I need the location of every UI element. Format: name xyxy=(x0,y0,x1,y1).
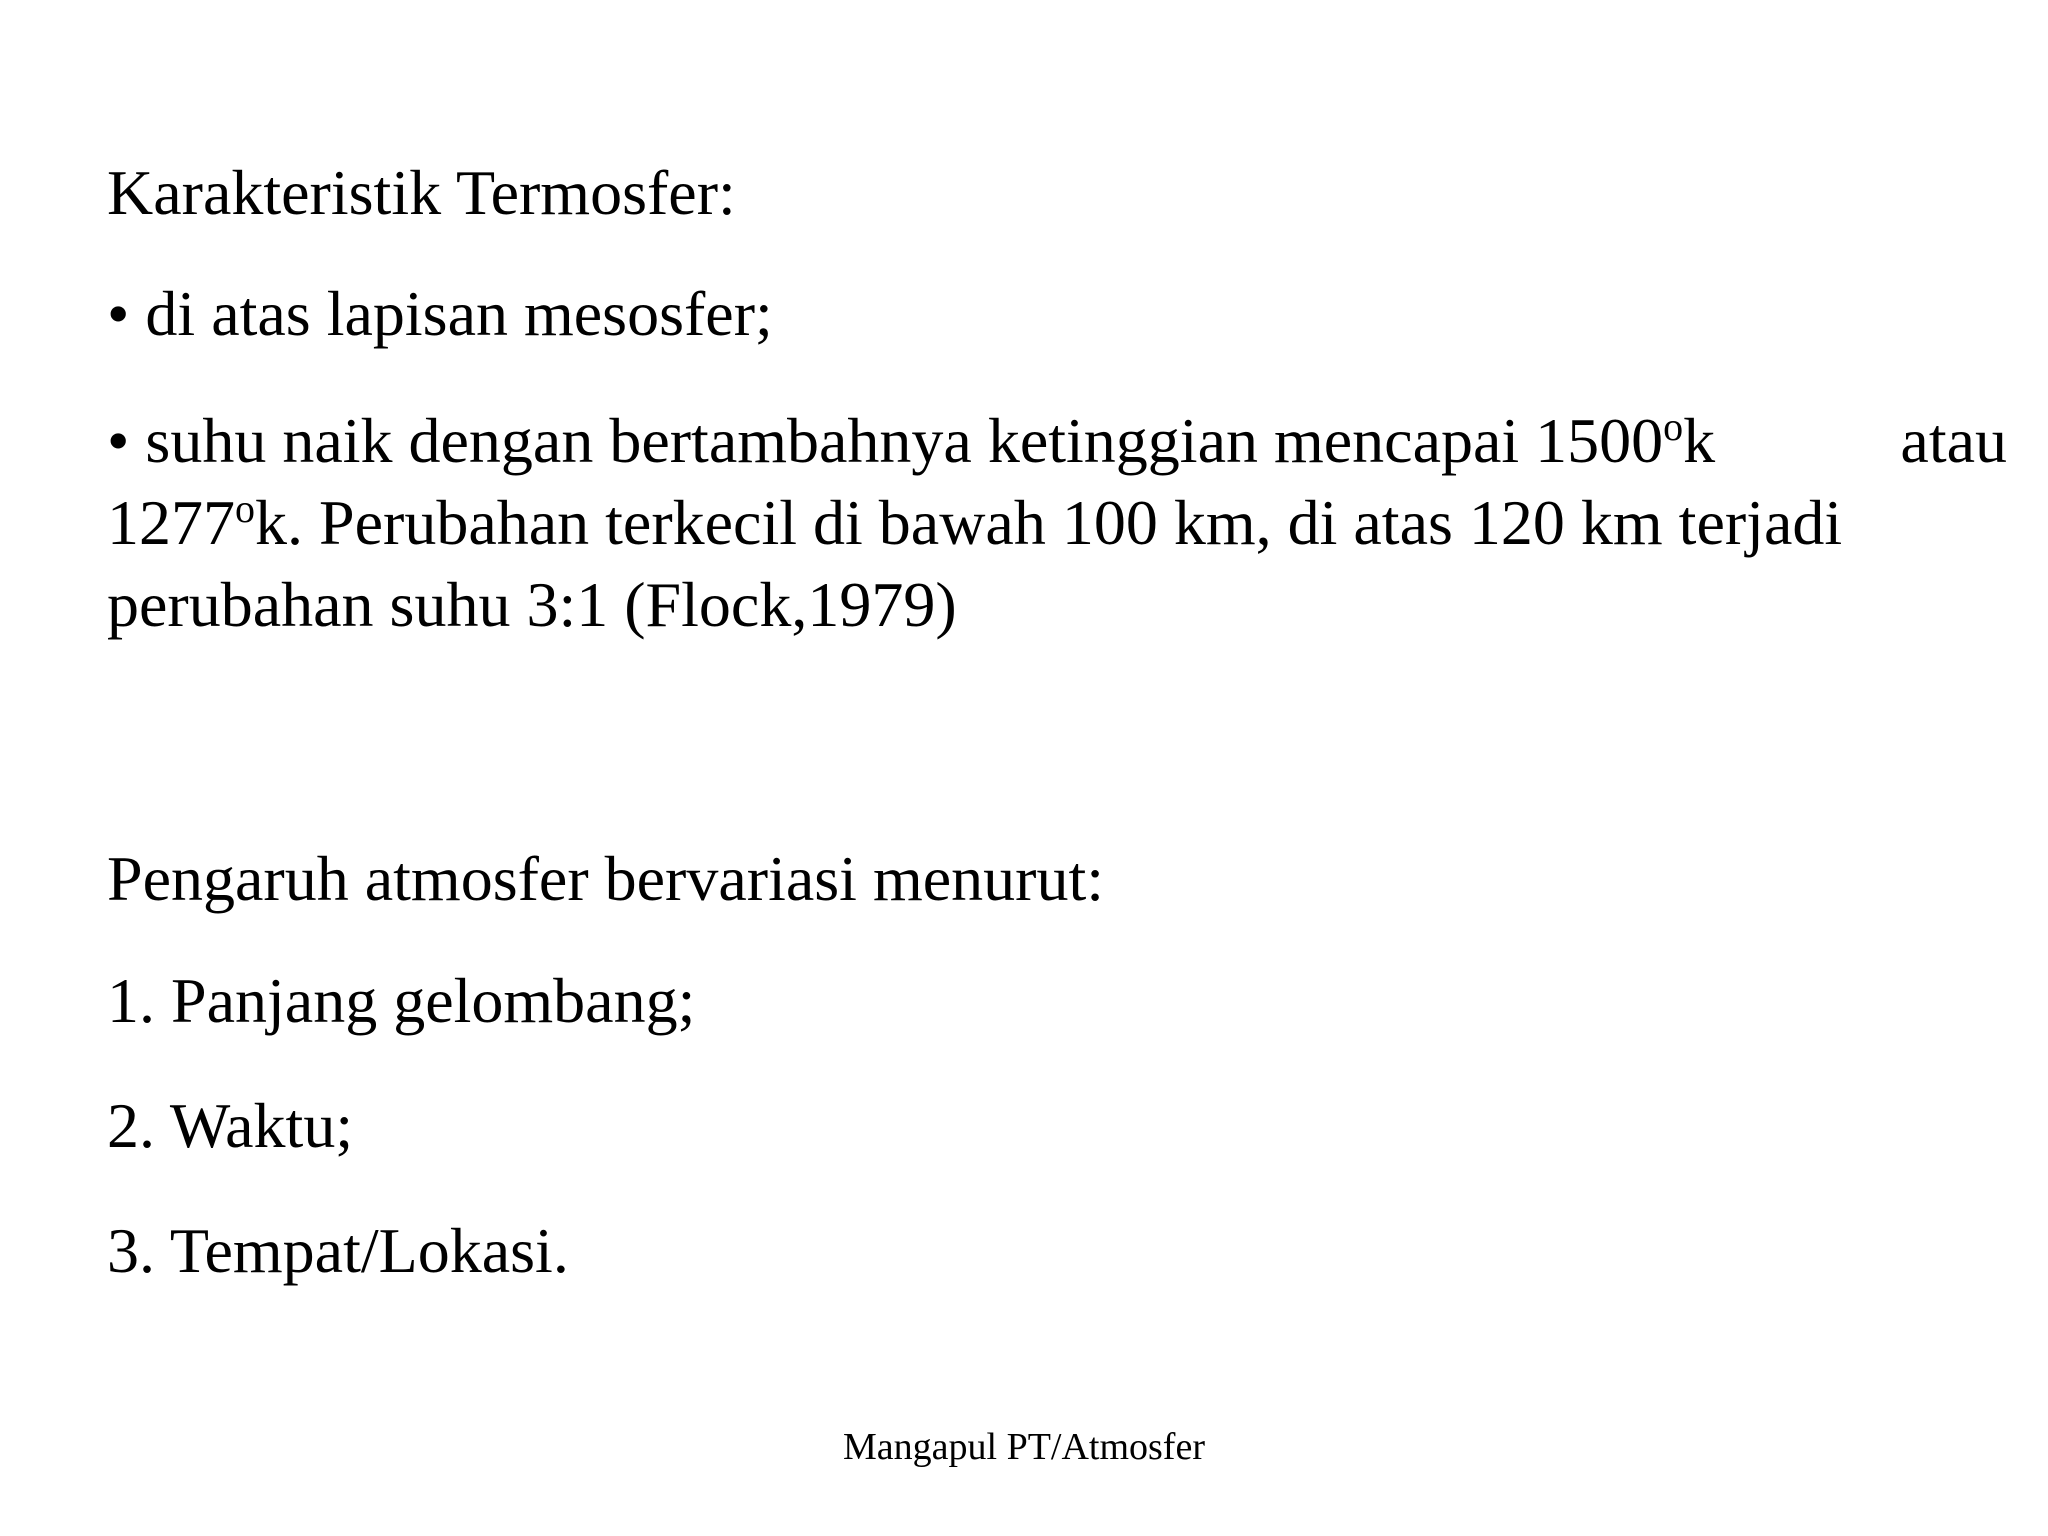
list-item: 1. Panjang gelombang; xyxy=(107,965,696,1036)
degree-superscript: o xyxy=(1663,404,1684,449)
section-heading-termosfer: Karakteristik Termosfer: xyxy=(107,157,736,228)
bullet-suhu-paragraph xyxy=(107,400,2007,646)
bullet-mesosfer: • di atas lapisan mesosfer; xyxy=(107,278,773,349)
section-heading-pengaruh: Pengaruh atmosfer bervariasi menurut: xyxy=(107,843,1104,914)
slide-footer: Mangapul PT/Atmosfer xyxy=(842,1426,1205,1468)
paragraph-line-1-end: atau xyxy=(1900,405,2007,476)
degree-superscript: o xyxy=(235,486,255,531)
paragraph-line-1 xyxy=(107,400,2007,482)
paragraph-line-1-main: • suhu naik dengan bertambahnya ketinggian mencapai 1500$^o$k xyxy=(107,404,1716,476)
list-item: 2. Waktu; xyxy=(107,1090,354,1161)
paragraph-line-2: 1277$^o$k. Perubahan terkecil di bawah 100 km, di atas 120 km terjadi xyxy=(107,486,1843,558)
paragraph-line-3: perubahan suhu 3:1 (Flock,1979) xyxy=(107,569,957,640)
list-item: 3. Tempat/Lokasi. xyxy=(107,1215,569,1286)
